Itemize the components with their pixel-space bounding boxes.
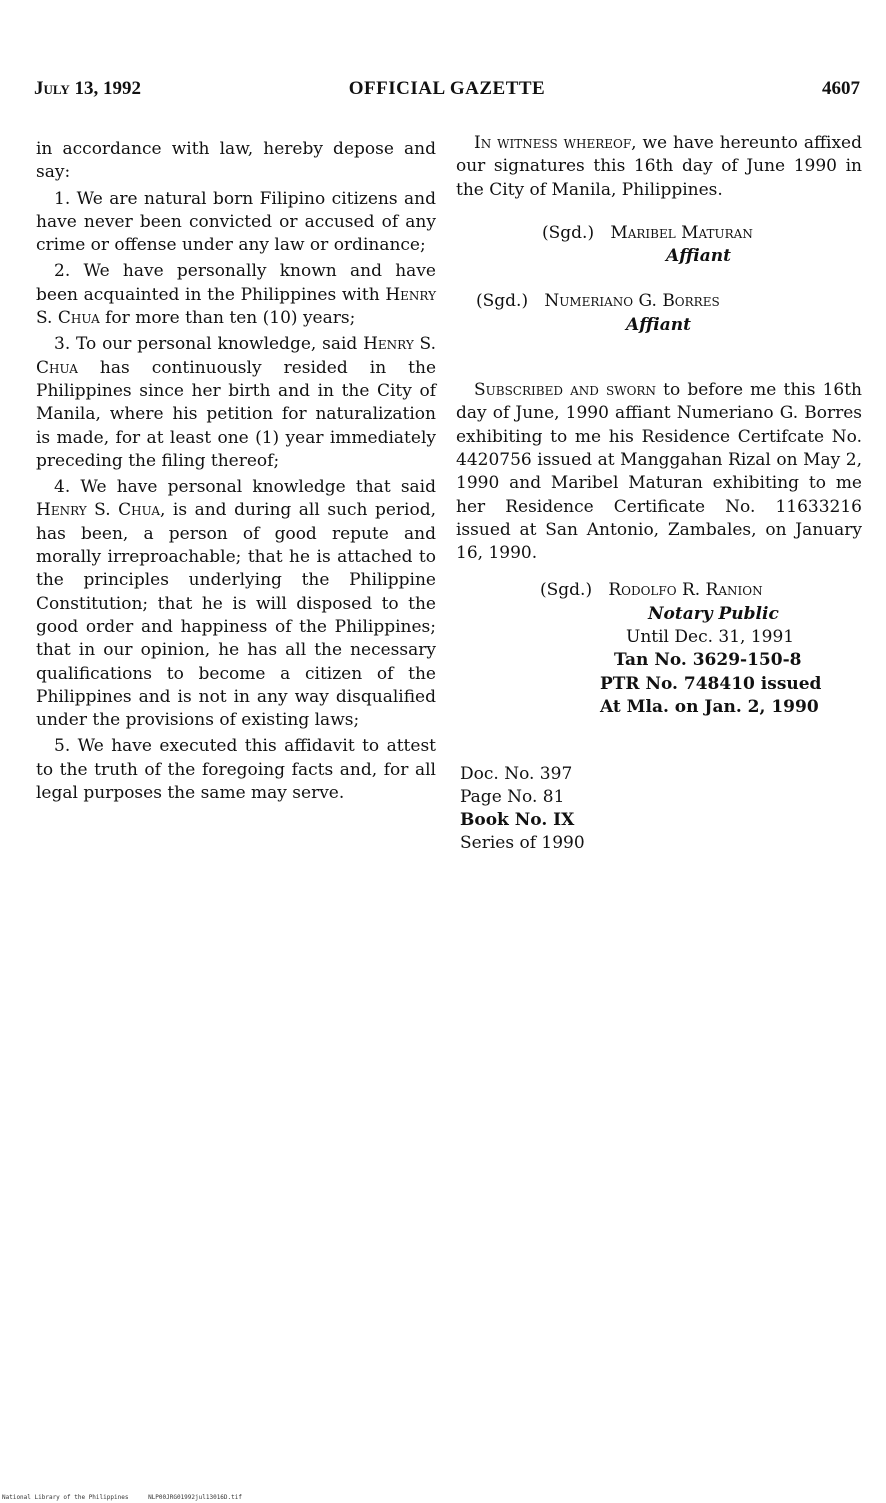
sworn-text: to before me this 16th day of June, 1990 affiant Numeriano G. Borres exhibiting to me his Residence Certifcate No. 4420756 issued at Manggahan Rizal on May 2, 1990 and Maribel Maturan exhibiting to me her Residence Certificate No. 11633216 issued at San Antonio, Zambales, on January 16, 1990. [456,380,862,564]
item-1: 1. We are natural born Filipino citizens and have never been convicted or accused of any crime or offense under any law or ordinance; [36,188,436,256]
signature-block-1 [456,222,862,269]
notary-title: Notary Public [648,603,779,624]
notary-sgd: (Sgd.) [540,580,593,601]
gazette-title: OFFICIAL GAZETTE [348,78,546,99]
witness-lead: In witness whereof [474,133,632,153]
notary-until: Until Dec. 31, 1991 [626,627,795,648]
right-column [456,132,862,719]
witness-text: , we have hereunto affixed our signatures this 16th day of June 1990 in the City of Manila, Philippines. [456,133,862,200]
left-column [36,138,436,808]
item-4-text-a: 4. We have personal knowledge that said [54,477,436,498]
signature-1-name: Maribel Maturan [610,222,753,243]
signature-2-role: Affiant [626,314,691,335]
witness-paragraph [456,132,862,202]
series: Series of 1990 [460,833,585,853]
footer-file: NLP00JRG01992jul13016D.tif [148,1494,242,1501]
item-2-name: Henry S. Chua [36,284,436,329]
document-info [460,763,585,855]
signature-block-2 [456,290,862,337]
item-4-text-b: , is and during all such period, has been, a person of good repute and morally irreproachable; that he is attached to the principles underlying the Philippine Constitution; that he is will disposed to the good order and happiness of the Philippines; that in our opinion, he has all the necessary qualifications to become a citizen of the Philippines and is not in any way disqualified under the provisions of existing laws; [36,500,436,731]
signature-2-sgd: (Sgd.) [476,291,529,312]
notary-block [456,579,862,719]
page-header [34,78,860,104]
header-date: July 13, 1992 [34,78,142,99]
signature-1-line [456,222,862,245]
page-number-ref: Page No. 81 [460,787,565,807]
notary-ptr: PTR No. 748410 issued [600,673,822,694]
notary-line [456,579,862,602]
item-3 [36,333,436,473]
book-number: Book No. IX [460,810,575,830]
footer-library: National Library of the Philippines [2,1494,129,1501]
item-3-name: Henry S. Chua [36,334,436,378]
signature-2-line [456,290,862,313]
item-2-text-b: for more than ten (10) years; [99,308,356,329]
page-number: 4607 [822,78,860,99]
item-3-text-a: 3. To our personal knowledge, said [54,334,364,355]
signature-1-role: Affiant [666,246,731,267]
item-2-text-a: 2. We have personally known and have been acquainted in the Philippines with [36,261,436,305]
intro-paragraph: in accordance with law, hereby depose and say: [36,139,436,183]
notary-name: Rodolfo R. Ranion [608,580,763,601]
doc-number: Doc. No. 397 [460,764,573,784]
item-2 [36,260,436,330]
item-4-name: Henry S. Chua [36,500,161,521]
sworn-lead: Subscribed and sworn [474,380,656,401]
notary-tan: Tan No. 3629-150-8 [614,650,802,671]
item-5: 5. We have executed this affidavit to attest to the truth of the foregoing facts and, for all legal purposes the same may serve. [36,736,436,804]
item-3-text-b: has continuously resided in the Philippines since her birth and in the City of Manila, where his petition for naturalization is made, for at least one (1) year immediately preceding the filing thereof; [36,357,436,471]
sworn-paragraph [456,379,862,565]
signature-2-name: Numeriano G. Borres [544,291,720,312]
notary-at: At Mla. on Jan. 2, 1990 [600,696,819,717]
scan-footer [2,1494,258,1501]
item-4 [36,476,436,732]
signature-1-sgd: (Sgd.) [542,222,595,243]
